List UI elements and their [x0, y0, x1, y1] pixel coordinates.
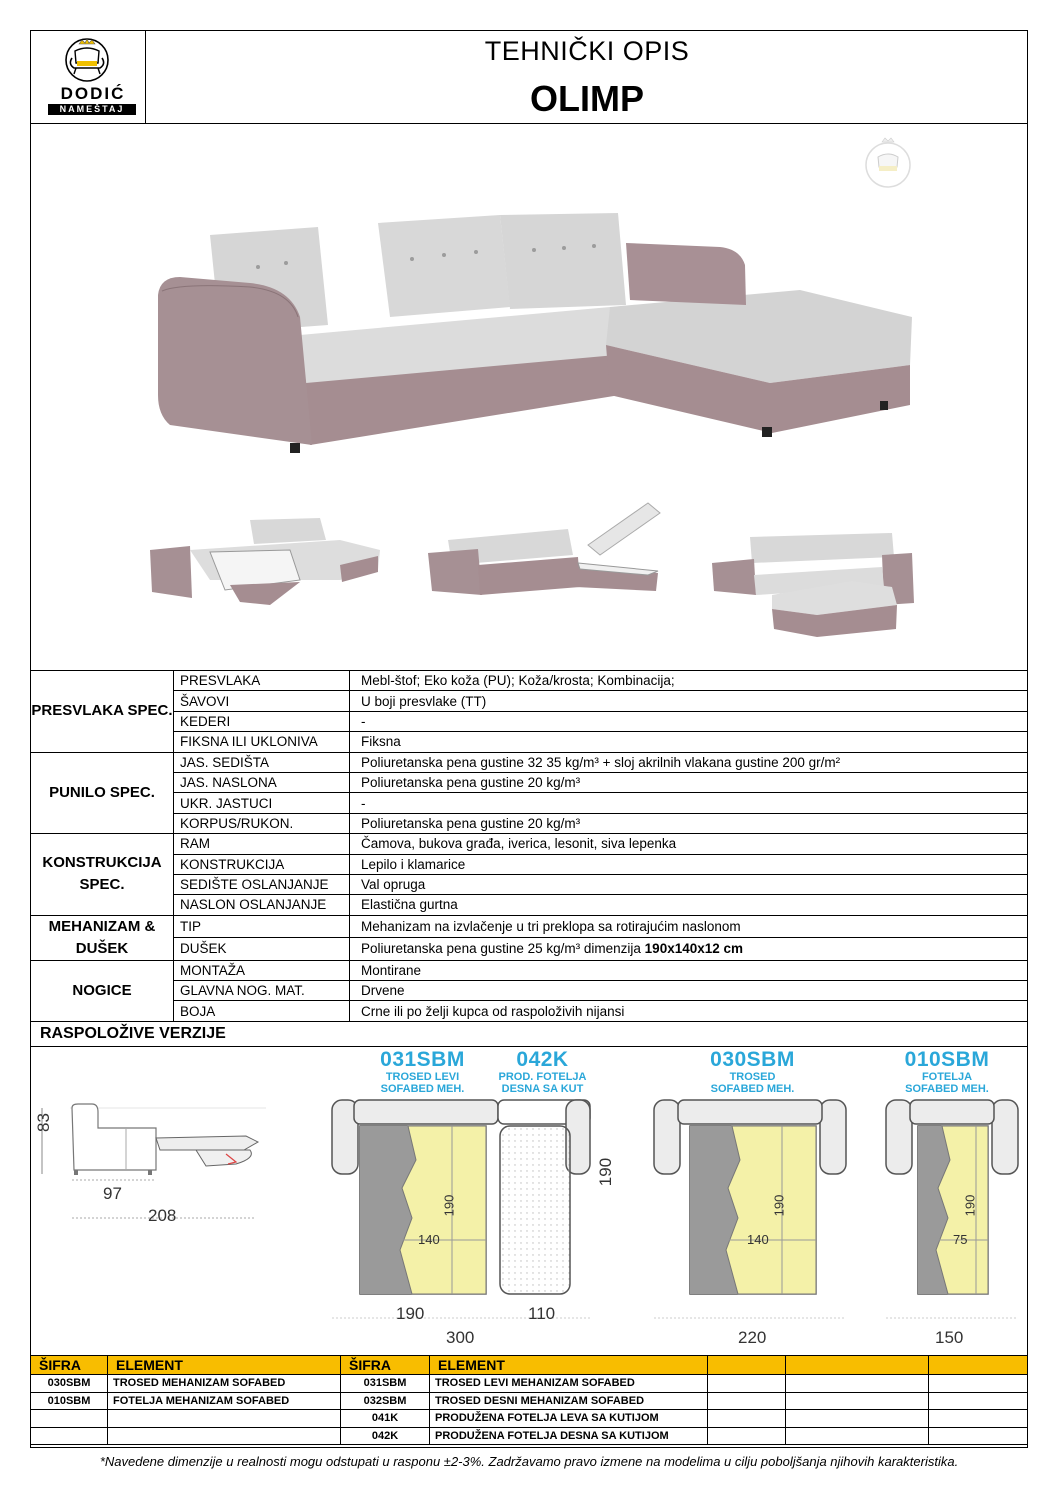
empty-cell — [929, 1427, 1028, 1445]
code-row — [31, 1427, 1028, 1445]
empty-cell — [708, 1427, 786, 1445]
dim-031sbm-width: 190 — [396, 1304, 425, 1323]
spec-row — [31, 813, 1028, 833]
dim-height: 83 — [34, 1113, 53, 1132]
spec-value-text: Drvene — [361, 983, 405, 999]
spec-value — [350, 915, 1028, 938]
empty-cell — [786, 1375, 929, 1393]
spec-value — [350, 854, 1028, 874]
code-table — [30, 1355, 1028, 1445]
empty-cell — [708, 1410, 786, 1428]
version-code: 010SBM — [904, 1048, 990, 1071]
version-code: 042K — [516, 1048, 569, 1071]
code-cell: 030SBM — [31, 1375, 108, 1393]
empty-cell — [786, 1392, 929, 1410]
dim-open-depth: 208 — [148, 1206, 177, 1225]
code-table-header — [31, 1356, 1028, 1375]
header-divider — [30, 123, 1028, 124]
element-cell — [108, 1410, 341, 1428]
dim-seat-depth: 97 — [103, 1184, 122, 1203]
versions-title: RASPOLOŽIVE VERZIJE — [40, 1025, 226, 1042]
header-code: ŠIFRA — [31, 1356, 108, 1375]
spec-value — [350, 711, 1028, 731]
spec-category: NOGICE — [31, 960, 174, 1021]
dim-042k-depth: 190 — [596, 1157, 616, 1187]
logo-brand: DODIĆ — [60, 84, 126, 103]
spec-category: PRESVLAKA SPEC. — [31, 671, 174, 753]
header-element: ELEMENT — [430, 1356, 708, 1375]
plan-031sbm — [332, 1100, 498, 1294]
spec-value — [350, 1001, 1028, 1021]
dim-030sbm-total: 220 — [738, 1328, 767, 1347]
spec-label: BOJA — [174, 1001, 350, 1021]
version-031sbm-heading — [370, 1049, 475, 1095]
spec-row — [31, 793, 1028, 813]
spec-label: JAS. SEDIŠTA — [174, 752, 350, 772]
element-cell: PRODUŽENA FOTELJA DESNA SA KUTIJOM — [430, 1427, 708, 1445]
spec-value — [350, 671, 1028, 691]
spec-value — [350, 874, 1028, 894]
sofa-thumbnail-bed-open — [150, 510, 390, 615]
spec-value-text: Lepilo i klamarice — [361, 856, 466, 872]
spec-label: KORPUS/RUKON. — [174, 813, 350, 833]
spec-value-text: Crne ili po želji kupca od raspoloživih nijansi — [361, 1003, 625, 1019]
spec-value-text: Poliuretanska pena gustine 25 kg/m³ dimenzija — [361, 941, 645, 957]
main-sofa-image — [150, 205, 920, 460]
spec-row — [31, 895, 1028, 915]
spec-value-text: - — [361, 713, 366, 729]
spec-label: GLAVNA NOG. MAT. — [174, 981, 350, 1001]
empty-cell — [929, 1375, 1028, 1393]
plan-030sbm — [654, 1100, 846, 1294]
watermark-logo — [860, 135, 916, 196]
empty-cell — [786, 1410, 929, 1428]
sofa-thumbnail-storage-open — [428, 495, 668, 615]
spec-row — [31, 938, 1028, 961]
code-cell: 032SBM — [341, 1392, 430, 1410]
spec-value-text: Fiksna — [361, 734, 401, 750]
spec-value — [350, 793, 1028, 813]
logo — [46, 34, 140, 120]
spec-category: MEHANIZAM & DUŠEK — [31, 915, 174, 960]
spec-row — [31, 711, 1028, 731]
element-cell: TROSED MEHANIZAM SOFABED — [108, 1375, 341, 1393]
version-042k-heading — [490, 1049, 595, 1095]
dim-bed-length: 190 — [771, 1194, 787, 1217]
element-cell: FOTELJA MEHANIZAM SOFABED — [108, 1392, 341, 1410]
spec-row — [31, 981, 1028, 1001]
empty-cell — [929, 1410, 1028, 1428]
spec-label: PRESVLAKA — [174, 671, 350, 691]
spec-label: SEDIŠTE OSLANJANJE — [174, 874, 350, 894]
element-cell: TROSED DESNI MEHANIZAM SOFABED — [430, 1392, 708, 1410]
code-cell: 010SBM — [31, 1392, 108, 1410]
spec-value-text: Čamova, bukova građa, iverica, lesonit, siva lepenka — [361, 836, 677, 852]
version-030sbm-heading — [695, 1049, 810, 1095]
spec-value-bold: 190x140x12 cm — [644, 941, 744, 957]
header-empty — [708, 1356, 786, 1375]
element-cell — [108, 1427, 341, 1445]
spec-value-text: Elastična gurtna — [361, 897, 458, 913]
spec-row — [31, 874, 1028, 894]
spec-value-text: Mehanizam na izvlačenje u tri preklopa sa rotirajućim naslonom — [361, 918, 741, 934]
spec-value — [350, 752, 1028, 772]
element-cell: TROSED LEVI MEHANIZAM SOFABED — [430, 1375, 708, 1393]
spec-row — [31, 854, 1028, 874]
spec-row — [31, 691, 1028, 711]
dim-bed-length: 190 — [962, 1194, 978, 1217]
spec-category: KONSTRUKCIJA SPEC. — [31, 834, 174, 916]
spec-row — [31, 915, 1028, 938]
document-title: TEHNIČKI OPIS — [484, 36, 690, 66]
spec-label: DUŠEK — [174, 938, 350, 961]
spec-value — [350, 732, 1028, 752]
dim-corner-total: 300 — [446, 1328, 475, 1347]
spec-value — [350, 691, 1028, 711]
spec-value-text: Poliuretanska pena gustine 20 kg/m³ — [361, 775, 581, 791]
empty-cell — [786, 1427, 929, 1445]
logo-sub: NAMEŠTAJ — [48, 104, 136, 115]
plan-010sbm — [886, 1100, 1018, 1294]
code-cell: 041K — [341, 1410, 430, 1428]
spec-value-text: U boji presvlake (TT) — [361, 693, 487, 709]
spec-row — [31, 732, 1028, 752]
spec-value — [350, 895, 1028, 915]
spec-value-text: Mebl-štof; Eko koža (PU); Koža/krosta; Kombinacija; — [361, 673, 675, 689]
chair-watermark-icon — [860, 135, 916, 191]
version-desc-line2: SOFABED MEH. — [905, 1083, 989, 1095]
spec-label: NASLON OSLANJANJE — [174, 895, 350, 915]
element-cell: PRODUŽENA FOTELJA LEVA SA KUTIJOM — [430, 1410, 708, 1428]
spec-value — [350, 813, 1028, 833]
empty-cell — [708, 1375, 786, 1393]
version-code: 031SBM — [380, 1048, 465, 1071]
dim-bed-width-small: 75 — [953, 1232, 968, 1247]
versions-divider — [30, 1046, 1028, 1047]
spec-label: ŠAVOVI — [174, 691, 350, 711]
version-desc-line1: TROSED LEVI — [385, 1071, 460, 1083]
code-cell: 042K — [341, 1427, 430, 1445]
spec-value — [350, 960, 1028, 980]
dim-042k-width: 110 — [528, 1304, 556, 1323]
code-cell — [31, 1410, 108, 1428]
spec-row — [31, 752, 1028, 772]
spec-value-text: Poliuretanska pena gustine 32 35 kg/m³ + sloj akrilnih vlakana gustine 200 gr/m² — [361, 754, 841, 770]
empty-cell — [929, 1392, 1028, 1410]
version-desc-line2: SOFABED MEH. — [380, 1083, 465, 1095]
version-desc-line2: DESNA SA KUT — [501, 1083, 584, 1095]
model-name: OLIMP — [530, 78, 644, 119]
version-desc-line1: TROSED — [729, 1071, 776, 1083]
empty-cell — [708, 1392, 786, 1410]
version-desc-line1: PROD. FOTELJA — [498, 1071, 587, 1083]
sofa-thumbnail-closed — [712, 525, 922, 645]
spec-row — [31, 671, 1028, 691]
footnote: *Navedene dimenzije u realnosti mogu odstupati u rasponu ±2-3%. Zadržavamo pravo izmene na modelima u cilju poboljšanja njihovih karakteristika. — [99, 1454, 959, 1469]
spec-label: KONSTRUKCIJA — [174, 854, 350, 874]
spec-label: UKR. JASTUCI — [174, 793, 350, 813]
spec-value-text: Montirane — [361, 962, 422, 978]
header-element: ELEMENT — [108, 1356, 341, 1375]
spec-value — [350, 981, 1028, 1001]
spec-value — [350, 772, 1028, 792]
spec-value-text: Poliuretanska pena gustine 20 kg/m³ — [361, 815, 581, 831]
spec-value-text: Val opruga — [361, 877, 426, 893]
spec-label: FIKSNA ILI UKLONIVA — [174, 732, 350, 752]
spec-value — [350, 834, 1028, 854]
dim-bed-length: 190 — [441, 1194, 457, 1217]
spec-row — [31, 834, 1028, 854]
spec-label: MONTAŽA — [174, 960, 350, 980]
dim-bed-width: 140 — [747, 1232, 769, 1247]
floor-plan-drawing — [320, 1090, 1025, 1335]
spec-value-text: - — [361, 795, 366, 811]
spec-row — [31, 772, 1028, 792]
spec-label: JAS. NASLONA — [174, 772, 350, 792]
spec-label: TIP — [174, 915, 350, 938]
code-row — [31, 1375, 1028, 1393]
spec-label: RAM — [174, 834, 350, 854]
version-desc-line1: FOTELJA — [921, 1071, 973, 1083]
version-desc-line2: SOFABED MEH. — [710, 1083, 795, 1095]
code-cell: 031SBM — [341, 1375, 430, 1393]
spec-category: PUNILO SPEC. — [31, 752, 174, 834]
header-empty — [929, 1356, 1028, 1375]
plan-042k — [498, 1100, 590, 1294]
dim-bed-width: 140 — [418, 1232, 440, 1247]
version-code: 030SBM — [710, 1048, 795, 1071]
header-code: ŠIFRA — [341, 1356, 430, 1375]
spec-row — [31, 960, 1028, 980]
version-010sbm-heading — [892, 1049, 1002, 1095]
specification-table — [30, 670, 1028, 1022]
code-cell — [31, 1427, 108, 1445]
spec-row — [31, 1001, 1028, 1021]
code-row — [31, 1410, 1028, 1428]
spec-label: KEDERI — [174, 711, 350, 731]
spec-value — [350, 938, 1028, 961]
header-empty — [786, 1356, 929, 1375]
dim-010sbm-total: 150 — [935, 1328, 964, 1347]
code-row — [31, 1392, 1028, 1410]
